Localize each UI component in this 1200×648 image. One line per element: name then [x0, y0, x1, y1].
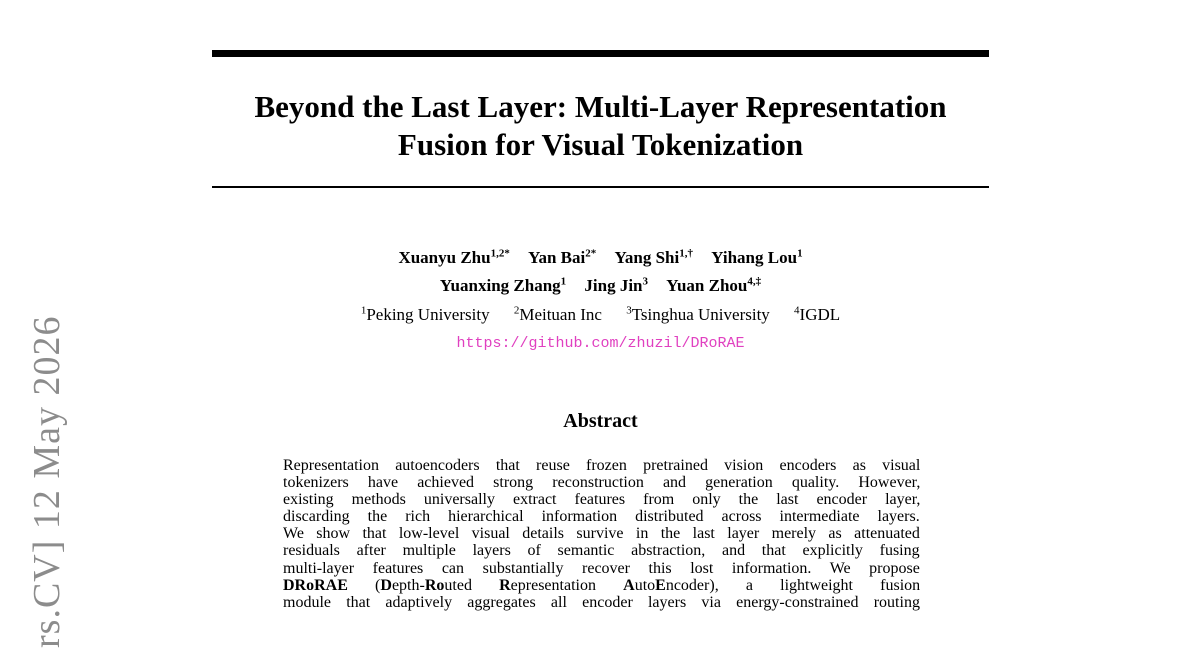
affiliation-list: [212, 298, 989, 327]
abstract-line: tokenizers have achieved strong reconstruction and generation quality. However,: [283, 474, 921, 492]
abstract-line-method: DRoRAE (Depth-Routed Representation AutoEncoder), a lightweight fusion: [283, 576, 921, 594]
abstract-line: We show that low-level visual details survive in the last layer merely as attenuated: [283, 525, 920, 543]
abstract-line: discarding the rich hierarchical information distributed across intermediate layers.: [283, 508, 920, 526]
author-line-2: [212, 270, 989, 299]
paper-title: [212, 88, 989, 164]
abstract-line: Representation autoencoders that reuse frozen pretrained vision encoders as visual: [283, 457, 921, 474]
arxiv-identifier-stamp: rs.CV] 12 May 2026: [26, 315, 68, 648]
author-6: Jing Jin$^3$: [584, 275, 649, 296]
affiliation-2: $^2$Meituan Inc: [513, 304, 602, 324]
abstract-heading: Abstract: [563, 410, 638, 432]
author-3: Yang Shi$^{1,\dagger}$: [614, 247, 693, 267]
abstract-line: residuals after multiple layers of semantic abstraction, and that explicitly fusing: [283, 542, 920, 560]
author-list: [212, 241, 989, 298]
author-2: Yan Bai$^{2*}$: [528, 247, 597, 267]
abstract-line: module that adaptively aggregates all encoder layers via energy-constrained routing: [283, 593, 920, 611]
abstract-line: existing methods universally extract features from only the last encoder layer,: [283, 491, 921, 509]
author-line-1: [212, 241, 989, 270]
author-4: Yihang Lou$^1$: [711, 247, 803, 267]
paper-title-line-1: Beyond the Last Layer: Multi-Layer Representation: [254, 89, 947, 124]
title-top-rule: [212, 50, 989, 57]
method-name: DRoRAE: [283, 576, 348, 594]
author-7: Yuan Zhou$^{4,\ddagger}$: [666, 275, 762, 296]
abstract-body: [283, 457, 920, 611]
affiliation-4: $^4$IGDL: [794, 304, 841, 324]
author-5: Yuanxing Zhang$^1$: [439, 275, 567, 296]
author-1: Xuanyu Zhu$^{1,2*}$: [398, 247, 510, 267]
title-bottom-rule: [212, 186, 989, 188]
affiliation-1: $^1$Peking University: [360, 304, 490, 324]
code-url-link[interactable]: https://github.com/zhuzil/DRoRAE: [456, 335, 745, 352]
affiliation-3: $^3$Tsinghua University: [626, 304, 770, 324]
paper-title-line-2: Fusion for Visual Tokenization: [397, 127, 804, 162]
abstract-line: multi-layer features can substantially recover this lost information. We propose: [283, 559, 920, 577]
